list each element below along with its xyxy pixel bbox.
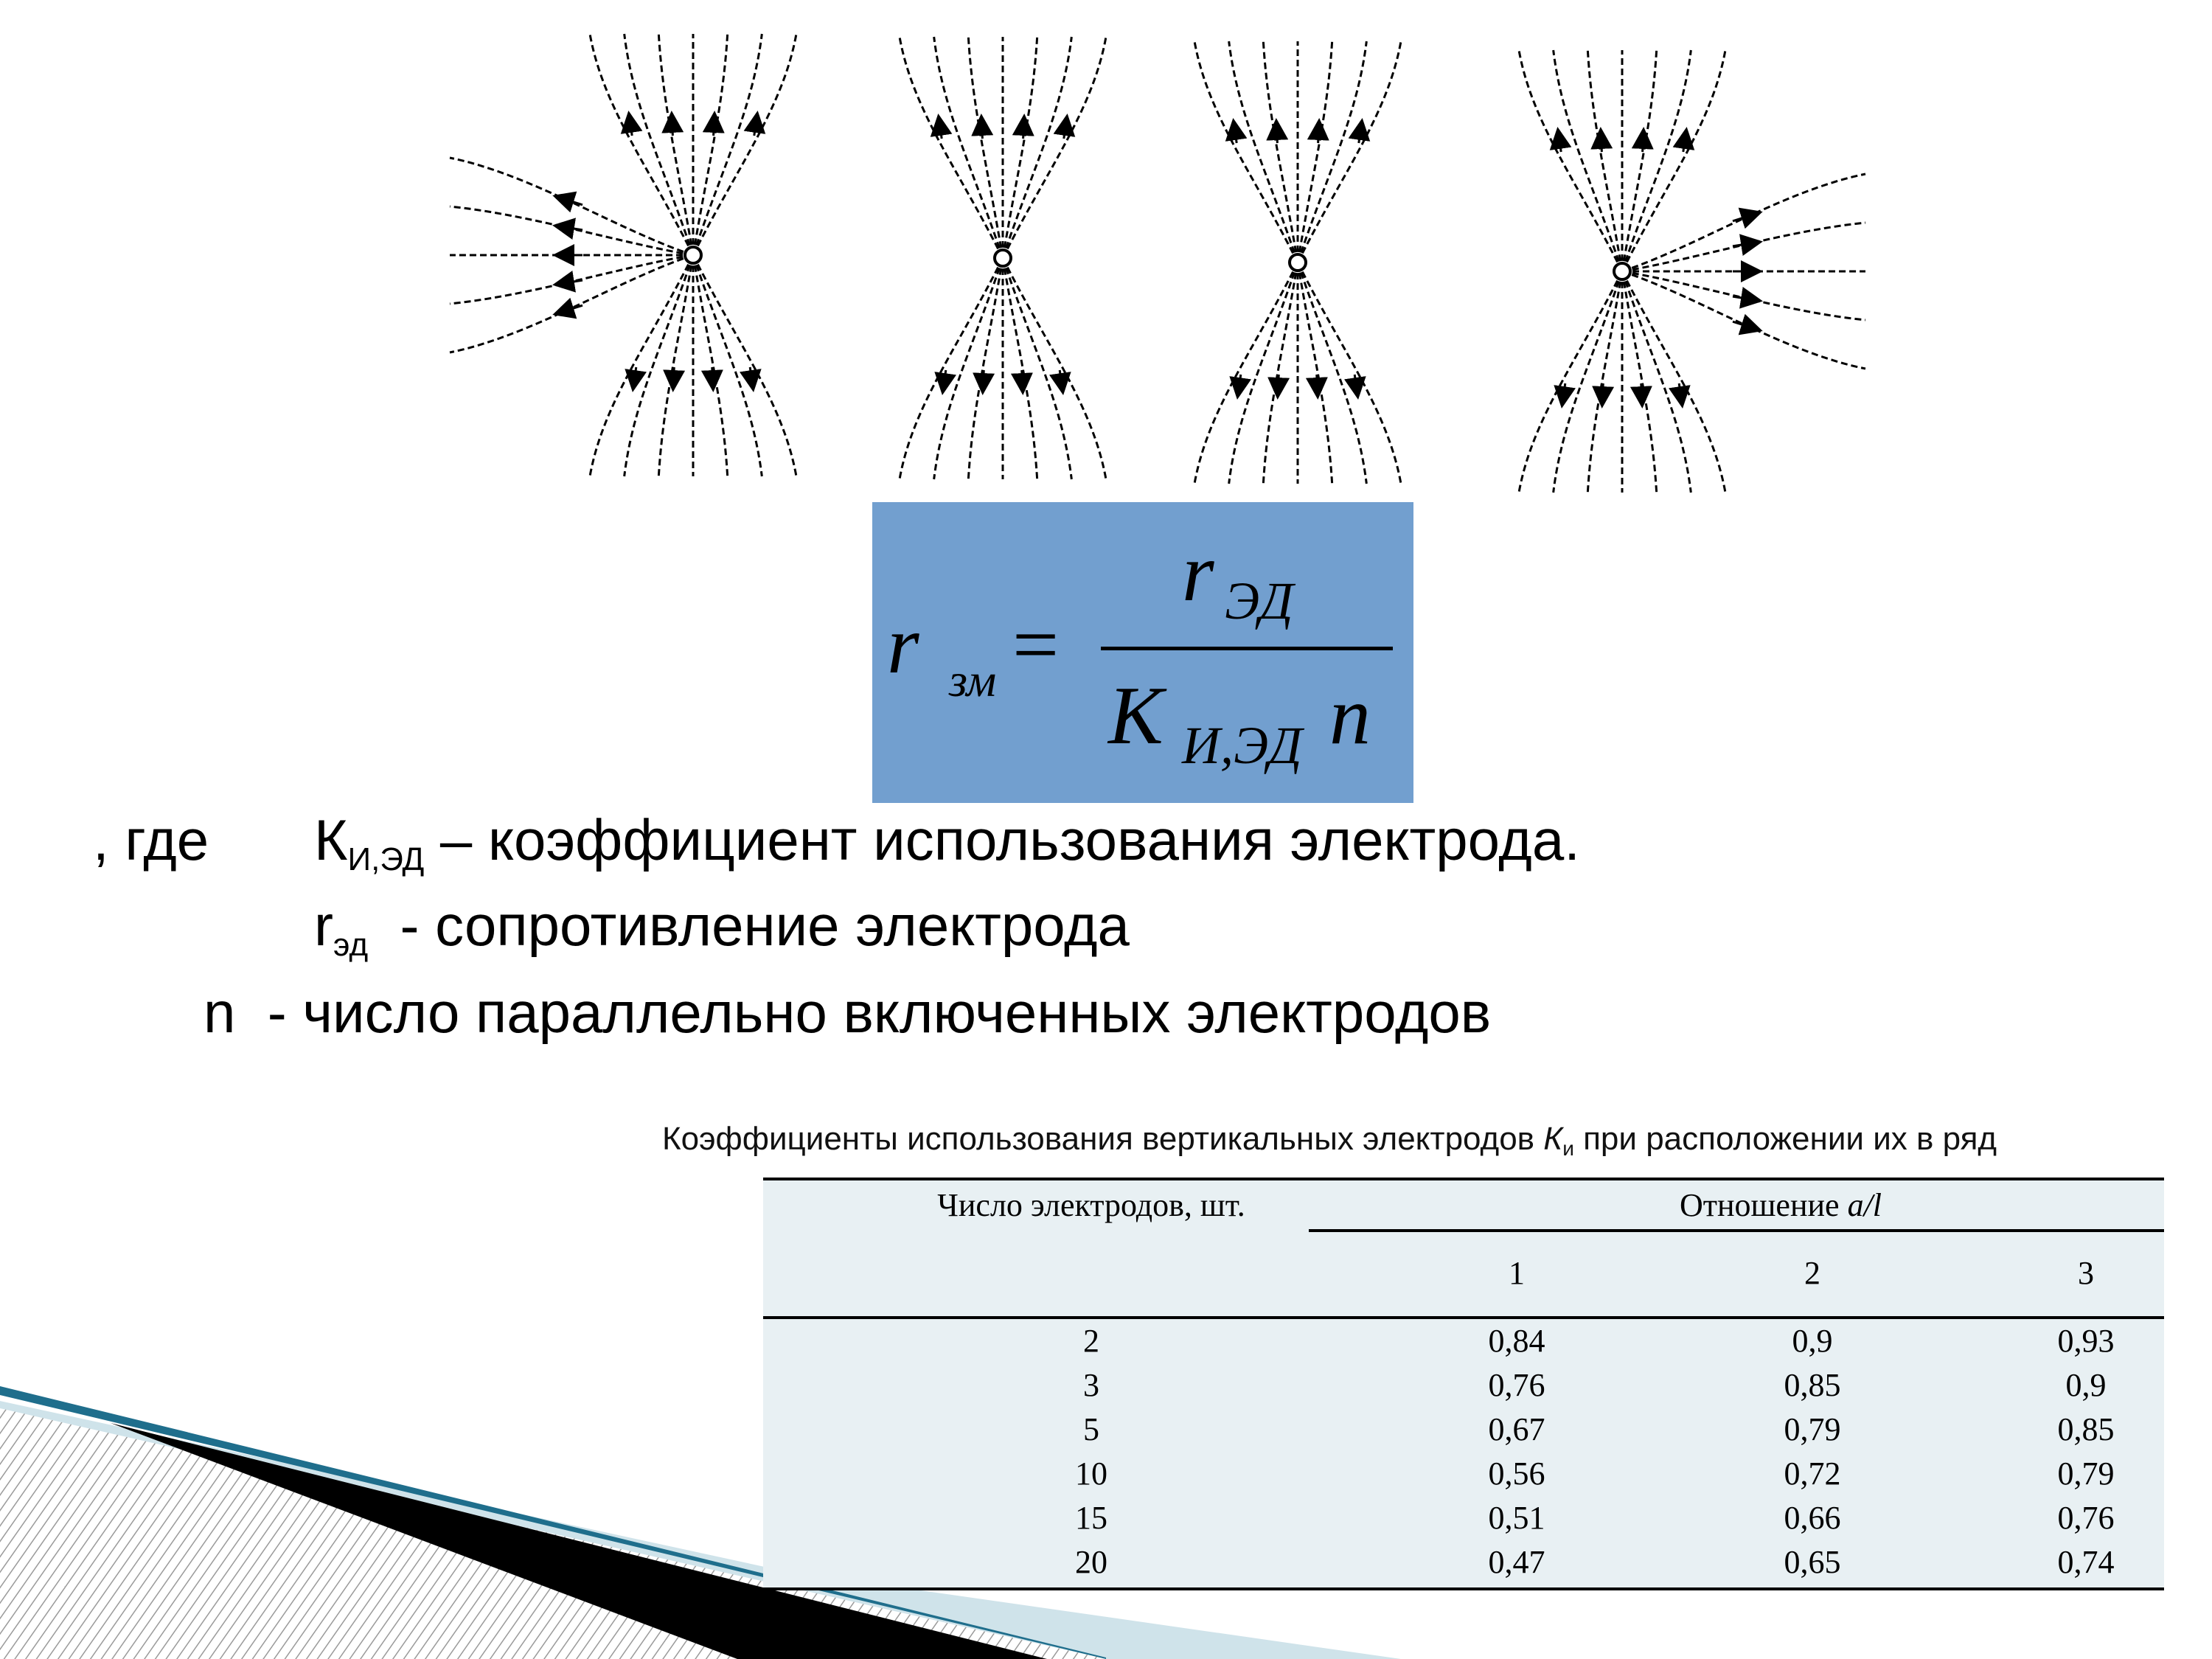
cell-ratio-1: 0,84 xyxy=(1488,1323,1545,1359)
table-header-rule xyxy=(763,1316,2164,1319)
legend-r-sub: эд xyxy=(333,927,369,963)
cell-electrodes: 20 xyxy=(1075,1544,1107,1580)
header-ratio-2: 2 xyxy=(1804,1255,1820,1291)
formula-equals: = xyxy=(1012,599,1060,691)
formula-lhs-sub: зм xyxy=(949,654,997,706)
cell-ratio-2: 0,85 xyxy=(1784,1367,1841,1403)
legend-prefix: , где xyxy=(93,807,209,872)
header-ratio-text: Отношение xyxy=(1679,1187,1840,1223)
formula-den-sub: И,ЭД xyxy=(1182,716,1302,775)
formula-den-var: K xyxy=(1108,670,1164,762)
caption-sub: и xyxy=(1562,1137,1574,1160)
cell-ratio-2: 0,79 xyxy=(1784,1411,1841,1447)
header-electrode-count: Число электродов, шт. xyxy=(937,1187,1245,1223)
legend-n-symbol: n xyxy=(204,980,236,1045)
legend-k-symbol: К xyxy=(314,807,348,872)
cell-ratio-3: 0,74 xyxy=(2057,1544,2115,1580)
legend-r-symbol: r xyxy=(314,893,333,958)
legend-line-k xyxy=(314,807,1580,877)
cell-ratio-3: 0,85 xyxy=(2057,1411,2115,1447)
electrode-node xyxy=(1290,254,1306,271)
cell-electrodes: 15 xyxy=(1075,1500,1107,1536)
table-group-rule xyxy=(1309,1229,2164,1232)
cell-ratio-3: 0,93 xyxy=(2057,1323,2115,1359)
table-bottom-rule xyxy=(763,1587,2164,1590)
cell-electrodes: 10 xyxy=(1075,1455,1107,1492)
table-top-rule xyxy=(763,1178,2164,1180)
legend-k-text: – коэффициент использования электрода. xyxy=(439,807,1580,872)
formula-lhs-var: r xyxy=(887,599,919,691)
cell-ratio-1: 0,56 xyxy=(1488,1455,1545,1492)
formula-box xyxy=(872,502,1413,803)
cell-ratio-2: 0,66 xyxy=(1784,1500,1841,1536)
cell-electrodes: 2 xyxy=(1083,1323,1099,1359)
formula-num-var: r xyxy=(1182,527,1214,619)
fraction-bar xyxy=(1101,647,1393,650)
caption-symbol: К xyxy=(1543,1121,1563,1157)
header-ratio-1: 1 xyxy=(1509,1255,1525,1291)
table-caption xyxy=(662,1121,1997,1160)
legend-k-sub: И,ЭД xyxy=(347,841,425,877)
electrode-nodes-group xyxy=(685,247,1630,279)
cell-electrodes: 5 xyxy=(1083,1411,1099,1447)
cell-ratio-2: 0,9 xyxy=(1792,1323,1833,1359)
electrode-node xyxy=(685,247,701,263)
cell-ratio-1: 0,67 xyxy=(1488,1411,1545,1447)
cell-ratio-1: 0,51 xyxy=(1488,1500,1545,1536)
header-ratio-group xyxy=(1680,1189,1882,1222)
electrode-node xyxy=(995,250,1011,266)
legend-r-text: - сопротивление электрода xyxy=(400,893,1130,958)
legend-n-text: - число параллельно включенных электродов xyxy=(267,980,1492,1045)
formula-num-sub: ЭД xyxy=(1225,571,1293,630)
cell-ratio-1: 0,76 xyxy=(1488,1367,1545,1403)
field-arrows-group xyxy=(557,115,1759,404)
legend-line-n xyxy=(204,980,1492,1045)
electrode-field-figure xyxy=(413,0,1888,531)
cell-ratio-2: 0,72 xyxy=(1784,1455,1841,1492)
caption-text: Коэффициенты использования вертикальных электродов xyxy=(662,1121,1535,1157)
cell-ratio-1: 0,47 xyxy=(1488,1544,1545,1580)
cell-electrodes: 3 xyxy=(1083,1367,1099,1403)
legend-line-r xyxy=(314,893,1130,963)
cell-ratio-3: 0,76 xyxy=(2057,1500,2115,1536)
coefficients-table xyxy=(763,1178,2164,1590)
cell-ratio-2: 0,65 xyxy=(1784,1544,1841,1580)
cell-ratio-3: 0,79 xyxy=(2057,1455,2115,1492)
header-ratio-3: 3 xyxy=(2078,1255,2094,1291)
formula-den-tail: n xyxy=(1329,670,1371,762)
cell-ratio-3: 0,9 xyxy=(2065,1367,2107,1403)
header-ratio-symbol: a/l xyxy=(1847,1187,1882,1223)
electrode-node xyxy=(1614,263,1630,279)
caption-text-end: при расположении их в ряд xyxy=(1583,1121,1997,1157)
field-lines-group xyxy=(450,34,1865,493)
